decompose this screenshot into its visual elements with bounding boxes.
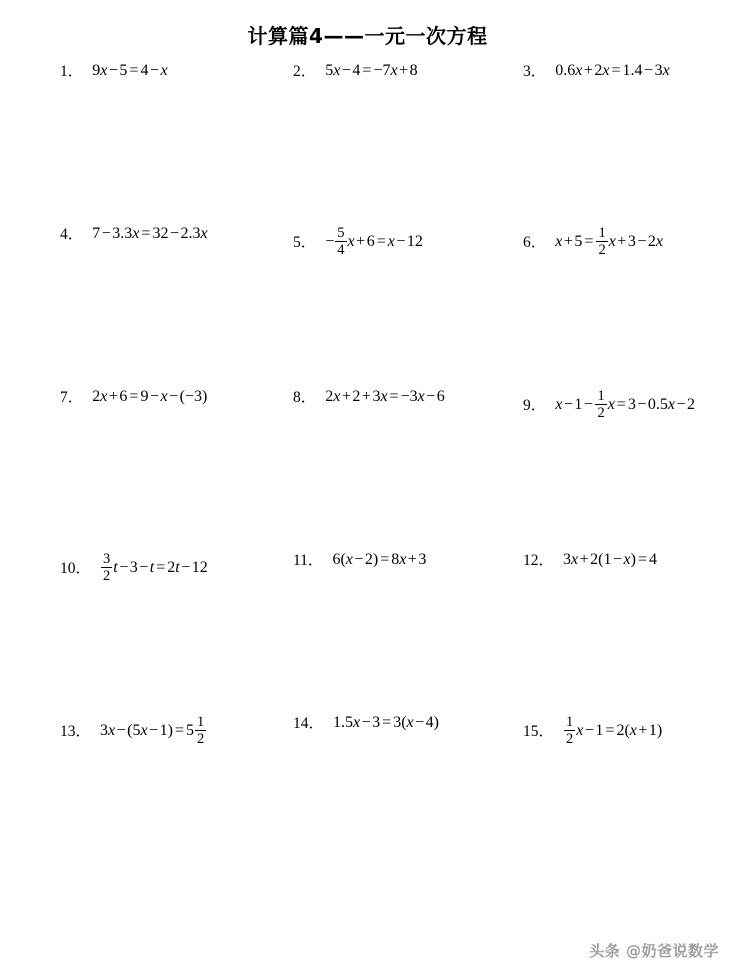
equation [555, 226, 663, 258]
problem-item [523, 389, 727, 421]
variable: x [399, 551, 407, 569]
operator: − [637, 233, 647, 251]
number: 2 [167, 559, 176, 577]
operator: − [119, 559, 129, 577]
operator: + [579, 551, 589, 569]
number: 2 [352, 388, 361, 406]
number: 3( [393, 714, 407, 732]
equation [332, 552, 426, 568]
problem-grid [0, 63, 735, 865]
fraction-denominator: 2 [597, 405, 605, 422]
variable: x [100, 62, 108, 80]
number: 9 [140, 388, 149, 406]
variable: x [575, 62, 583, 80]
problem-number: 2． [293, 62, 317, 80]
fraction-numerator: 1 [597, 387, 605, 404]
problem-row [60, 552, 727, 715]
problem-item [523, 552, 727, 568]
operator: + [617, 233, 627, 251]
number: 8 [391, 551, 400, 569]
number: 0.6 [555, 62, 576, 80]
equation [333, 715, 439, 731]
equation [92, 389, 207, 405]
variable: x [333, 62, 341, 80]
equals-sign: = [376, 233, 386, 251]
variable: x [380, 388, 388, 406]
operator: − [341, 62, 351, 80]
number: 5 [185, 722, 194, 740]
number: 6( [332, 551, 346, 569]
operator: + [638, 722, 648, 740]
equals-sign: = [156, 559, 166, 577]
problem-number: 6． [523, 233, 547, 251]
operator: − [637, 396, 647, 414]
number: 32 [152, 225, 169, 243]
equals-sign: = [129, 62, 139, 80]
fraction-denominator: 2 [598, 242, 606, 259]
operator: − [149, 722, 159, 740]
variable: x [347, 233, 355, 251]
fraction-denominator: 2 [566, 731, 574, 748]
problem-number: 5． [293, 233, 317, 251]
number: 2 [325, 388, 334, 406]
problem-item [60, 389, 293, 405]
number: 1 [595, 722, 604, 740]
variable: x [353, 714, 361, 732]
operator: + [563, 233, 573, 251]
variable: x [108, 722, 116, 740]
variable: x [160, 388, 168, 406]
equation [563, 552, 657, 568]
number: 2.3 [180, 225, 201, 243]
fraction-numerator: 1 [196, 713, 205, 730]
number: 3 [654, 62, 663, 80]
equation [563, 715, 662, 747]
operator: − [361, 714, 371, 732]
variable: t [175, 559, 180, 577]
number: 3 [129, 559, 138, 577]
operator: + [399, 62, 409, 80]
operator: − [415, 714, 425, 732]
problem-row [60, 63, 727, 226]
equation [92, 226, 207, 242]
number: 4 [140, 62, 149, 80]
variable: x [406, 714, 414, 732]
equation [325, 389, 444, 405]
number: 2( [616, 722, 630, 740]
fraction [595, 389, 606, 421]
number: 2 [687, 396, 695, 414]
problem-item [60, 226, 293, 242]
number: ( [179, 388, 185, 406]
number: 1) [648, 722, 663, 740]
operator: − [396, 233, 406, 251]
problem-item [523, 63, 727, 79]
negative-sign: − [373, 62, 383, 80]
fraction-denominator: 2 [103, 568, 111, 585]
operator: − [169, 225, 179, 243]
negative-sign: − [184, 388, 194, 406]
number: 5 [574, 233, 583, 251]
number: 2 [594, 62, 603, 80]
problem-number: 13． [60, 722, 92, 740]
number: 4) [425, 714, 439, 732]
equals-sign: = [389, 388, 399, 406]
problem-number: 14． [293, 714, 325, 732]
operator: − [169, 388, 179, 406]
problem-item [293, 715, 523, 731]
variable: x [667, 396, 675, 414]
problem-number: 12． [523, 551, 555, 569]
number: 1 [574, 396, 583, 414]
problem-item [293, 552, 523, 568]
number: 4 [648, 551, 657, 569]
operator: − [149, 388, 159, 406]
number: 12 [406, 233, 423, 251]
number: 7 [92, 225, 101, 243]
operator: − [101, 225, 111, 243]
number: 3 [409, 388, 418, 406]
watermark-attribution: 头条 @奶爸说数学 [589, 942, 719, 961]
fraction-denominator: 2 [196, 731, 205, 748]
problem-item [293, 63, 523, 79]
problem-item [60, 63, 293, 79]
problem-item [60, 552, 293, 584]
operator: + [356, 233, 366, 251]
problem-number: 9． [523, 396, 547, 414]
equals-sign: = [611, 62, 621, 80]
problem-number: 15． [523, 722, 555, 740]
variable: x [200, 225, 208, 243]
number: 3 [627, 233, 636, 251]
fraction-numerator: 1 [598, 224, 606, 241]
equals-sign: = [382, 714, 392, 732]
number: 3 [372, 388, 381, 406]
equation [92, 63, 167, 79]
fraction [564, 715, 575, 747]
number: ) [630, 551, 636, 569]
fraction [335, 226, 346, 258]
number: 9 [92, 62, 101, 80]
operator: + [407, 551, 417, 569]
operator: − [583, 396, 593, 414]
number: 8 [409, 62, 418, 80]
variable: x [140, 722, 148, 740]
problem-row [60, 715, 727, 865]
fraction-numerator: 5 [337, 224, 345, 241]
operator: − [426, 388, 436, 406]
number: 1.5 [333, 714, 354, 732]
operator: − [139, 559, 149, 577]
fraction [101, 552, 112, 584]
problem-item [523, 715, 727, 747]
variable: x [100, 388, 108, 406]
equals-sign: = [584, 233, 594, 251]
number: 7 [382, 62, 391, 80]
operator: − [149, 62, 159, 80]
variable: x [390, 62, 398, 80]
variable: x [333, 388, 341, 406]
number: 3.3 [112, 225, 133, 243]
problem-number: 10． [60, 559, 92, 577]
negative-sign: − [400, 388, 410, 406]
variable: x [602, 62, 610, 80]
variable: x [555, 396, 563, 414]
number: 12 [191, 559, 208, 577]
equation [100, 552, 208, 584]
number: 5 [325, 62, 334, 80]
equation [100, 715, 207, 747]
problem-item [293, 226, 523, 258]
equation [325, 63, 417, 79]
page-title: 计算篇4——一元一次方程 [247, 24, 488, 49]
number: 4 [352, 62, 361, 80]
operator: − [644, 62, 654, 80]
number: 2) [364, 551, 379, 569]
equation [555, 389, 695, 421]
problem-number: 1． [60, 62, 84, 80]
variable: t [149, 559, 155, 577]
problem-number: 4． [60, 225, 84, 243]
negative-sign: − [325, 233, 335, 251]
problem-number: 3． [523, 62, 547, 80]
operator: − [116, 722, 126, 740]
variable: x [345, 551, 353, 569]
equals-sign: = [141, 225, 151, 243]
variable: x [417, 388, 425, 406]
variable: x [555, 233, 563, 251]
problem-item [60, 715, 293, 747]
operator: + [583, 62, 593, 80]
variable: x [387, 233, 395, 251]
operator: + [361, 388, 371, 406]
number: (5 [127, 722, 141, 740]
variable: x [662, 62, 670, 80]
variable: x [132, 225, 140, 243]
equation [325, 226, 423, 258]
number: 3 [627, 396, 636, 414]
number: 2(1 [590, 551, 612, 569]
fraction [596, 226, 607, 258]
worksheet-page [0, 13, 735, 979]
fraction-numerator: 1 [566, 713, 574, 730]
operator: + [341, 388, 351, 406]
operator: + [108, 388, 118, 406]
operator: − [181, 559, 191, 577]
fraction [195, 715, 206, 747]
number: 5 [119, 62, 128, 80]
operator: − [354, 551, 364, 569]
operator: − [108, 62, 118, 80]
number: 3) [193, 388, 208, 406]
variable: x [623, 551, 631, 569]
equals-sign: = [129, 388, 139, 406]
problem-row [60, 226, 727, 389]
problem-item [523, 226, 727, 258]
operator: − [612, 551, 623, 569]
variable: x [571, 551, 579, 569]
equals-sign: = [174, 722, 184, 740]
problem-number: 7． [60, 388, 84, 406]
number: 3 [418, 551, 427, 569]
problem-number: 8． [293, 388, 317, 406]
variable: x [629, 722, 637, 740]
number: 6 [366, 233, 375, 251]
number: 1.4 [622, 62, 643, 80]
equals-sign: = [605, 722, 615, 740]
number: 3 [372, 714, 381, 732]
operator: − [676, 396, 686, 414]
number: 0.5 [647, 396, 668, 414]
variable: t [113, 559, 118, 577]
number: 2 [647, 233, 656, 251]
equals-sign: = [380, 551, 390, 569]
fraction-denominator: 4 [337, 242, 345, 259]
problem-item [293, 389, 523, 405]
variable: x [607, 396, 615, 414]
problem-number: 11． [293, 551, 324, 569]
number: 1) [159, 722, 173, 740]
number: 3 [100, 722, 109, 740]
equals-sign: = [637, 551, 647, 569]
number: 3 [563, 551, 572, 569]
variable: x [576, 722, 584, 740]
number: 6 [436, 388, 445, 406]
equals-sign: = [362, 62, 372, 80]
equals-sign: = [616, 396, 626, 414]
variable: x [655, 233, 663, 251]
equation [555, 63, 669, 79]
problem-row [60, 389, 727, 552]
operator: − [584, 722, 594, 740]
fraction-numerator: 3 [103, 550, 111, 567]
variable: x [160, 62, 168, 80]
variable: x [608, 233, 616, 251]
number: 6 [119, 388, 128, 406]
operator: − [563, 396, 573, 414]
number: 2 [92, 388, 101, 406]
